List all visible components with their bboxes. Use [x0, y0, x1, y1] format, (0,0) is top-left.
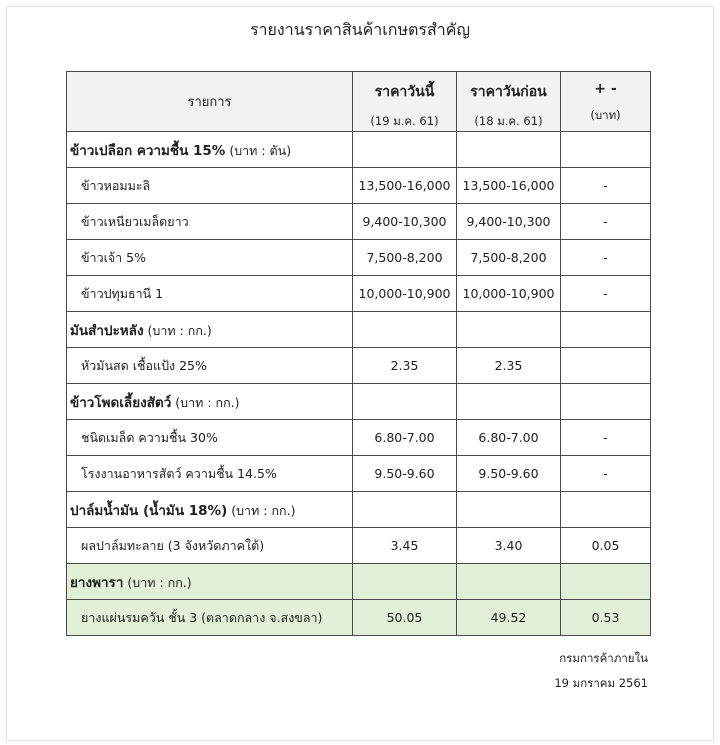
header-today — [353, 72, 457, 132]
prev-price: 7,500-8,200 — [457, 240, 561, 276]
category-row — [67, 492, 651, 528]
prev-price: 6.80-7.00 — [457, 420, 561, 456]
category-unit: (บาท : กก.) — [231, 502, 296, 518]
today-price: 2.35 — [353, 348, 457, 384]
price-diff: - — [561, 240, 651, 276]
item-name: โรงงานอาหารสัตว์ ความชื้น 14.5% — [67, 456, 353, 492]
report-title: รายงานราคาสินค้าเกษตรสำคัญ — [249, 20, 471, 39]
header-item — [67, 72, 353, 132]
header-diff-label: + - — [594, 81, 617, 97]
table-row — [67, 168, 651, 204]
header-prev-date: (18 ม.ค. 61) — [474, 114, 543, 128]
item-name: หัวมันสด เชื้อแป้ง 25% — [67, 348, 353, 384]
category-name-cell — [67, 384, 353, 420]
today-price: 10,000-10,900 — [353, 276, 457, 312]
header-today-date: (19 ม.ค. 61) — [370, 114, 439, 128]
price-diff: - — [561, 276, 651, 312]
category-name-cell — [67, 132, 353, 168]
item-name: ข้าวเจ้า 5% — [67, 240, 353, 276]
today-price: 13,500-16,000 — [353, 168, 457, 204]
category-name-cell — [67, 564, 353, 600]
category-name: ปาล์มน้ำมัน (น้ำมัน 18%) — [70, 502, 228, 519]
footer-date: 19 มกราคม 2561 — [554, 676, 648, 690]
category-row — [67, 312, 651, 348]
table-row — [67, 204, 651, 240]
price-table — [66, 71, 651, 636]
table-row — [67, 276, 651, 312]
category-unit: (บาท : ตัน) — [229, 142, 292, 158]
price-diff — [561, 348, 651, 384]
table-row — [67, 240, 651, 276]
prev-price: 10,000-10,900 — [457, 276, 561, 312]
header-prev — [457, 72, 561, 132]
today-price: 9.50-9.60 — [353, 456, 457, 492]
category-unit: (บาท : กก.) — [147, 322, 212, 338]
prev-price: 9.50-9.60 — [457, 456, 561, 492]
item-name: ยางแผ่นรมควัน ชั้น 3 (ตลาดกลาง จ.สงขลา) — [67, 600, 353, 636]
item-name: ผลปาล์มทะลาย (3 จังหวัดภาคใต้) — [67, 528, 353, 564]
category-row — [67, 132, 651, 168]
category-name-cell — [67, 492, 353, 528]
table-row — [67, 420, 651, 456]
prev-price: 9,400-10,300 — [457, 204, 561, 240]
header-prev-label: ราคาวันก่อน — [470, 84, 547, 100]
item-name: ชนิดเมล็ด ความชื้น 30% — [67, 420, 353, 456]
prev-price: 13,500-16,000 — [457, 168, 561, 204]
today-price: 7,500-8,200 — [353, 240, 457, 276]
price-diff: 0.05 — [561, 528, 651, 564]
price-diff: - — [561, 168, 651, 204]
category-name: ข้าวเปลือก ความชื้น 15% — [70, 142, 226, 159]
prev-price: 49.52 — [457, 600, 561, 636]
item-name: ข้าวปทุมธานี 1 — [67, 276, 353, 312]
header-diff — [561, 72, 651, 132]
today-price: 50.05 — [353, 600, 457, 636]
prev-price: 3.40 — [457, 528, 561, 564]
prev-price: 2.35 — [457, 348, 561, 384]
category-row — [67, 384, 651, 420]
category-unit: (บาท : กก.) — [127, 574, 192, 590]
category-unit: (บาท : กก.) — [175, 394, 240, 410]
price-diff: - — [561, 456, 651, 492]
category-name: ยางพารา — [70, 574, 124, 591]
category-name: ข้าวโพดเลี้ยงสัตว์ — [70, 394, 172, 411]
price-diff: - — [561, 204, 651, 240]
price-diff: - — [561, 420, 651, 456]
item-name: ข้าวเหนียวเมล็ดยาว — [67, 204, 353, 240]
today-price: 9,400-10,300 — [353, 204, 457, 240]
header-diff-unit: (บาท) — [590, 108, 621, 122]
table-row-highlighted — [67, 600, 651, 636]
price-diff: 0.53 — [561, 600, 651, 636]
item-name: ข้าวหอมมะลิ — [67, 168, 353, 204]
today-price: 3.45 — [353, 528, 457, 564]
footer-agency: กรมการค้าภายใน — [559, 651, 648, 665]
category-name-cell — [67, 312, 353, 348]
table-row — [67, 528, 651, 564]
header-today-label: ราคาวันนี้ — [374, 84, 435, 100]
category-name: มันสำปะหลัง — [70, 322, 144, 339]
table-header-row — [67, 72, 651, 132]
category-row-highlighted — [67, 564, 651, 600]
header-item-label: รายการ — [187, 95, 232, 110]
today-price: 6.80-7.00 — [353, 420, 457, 456]
table-row — [67, 456, 651, 492]
table-row — [67, 348, 651, 384]
